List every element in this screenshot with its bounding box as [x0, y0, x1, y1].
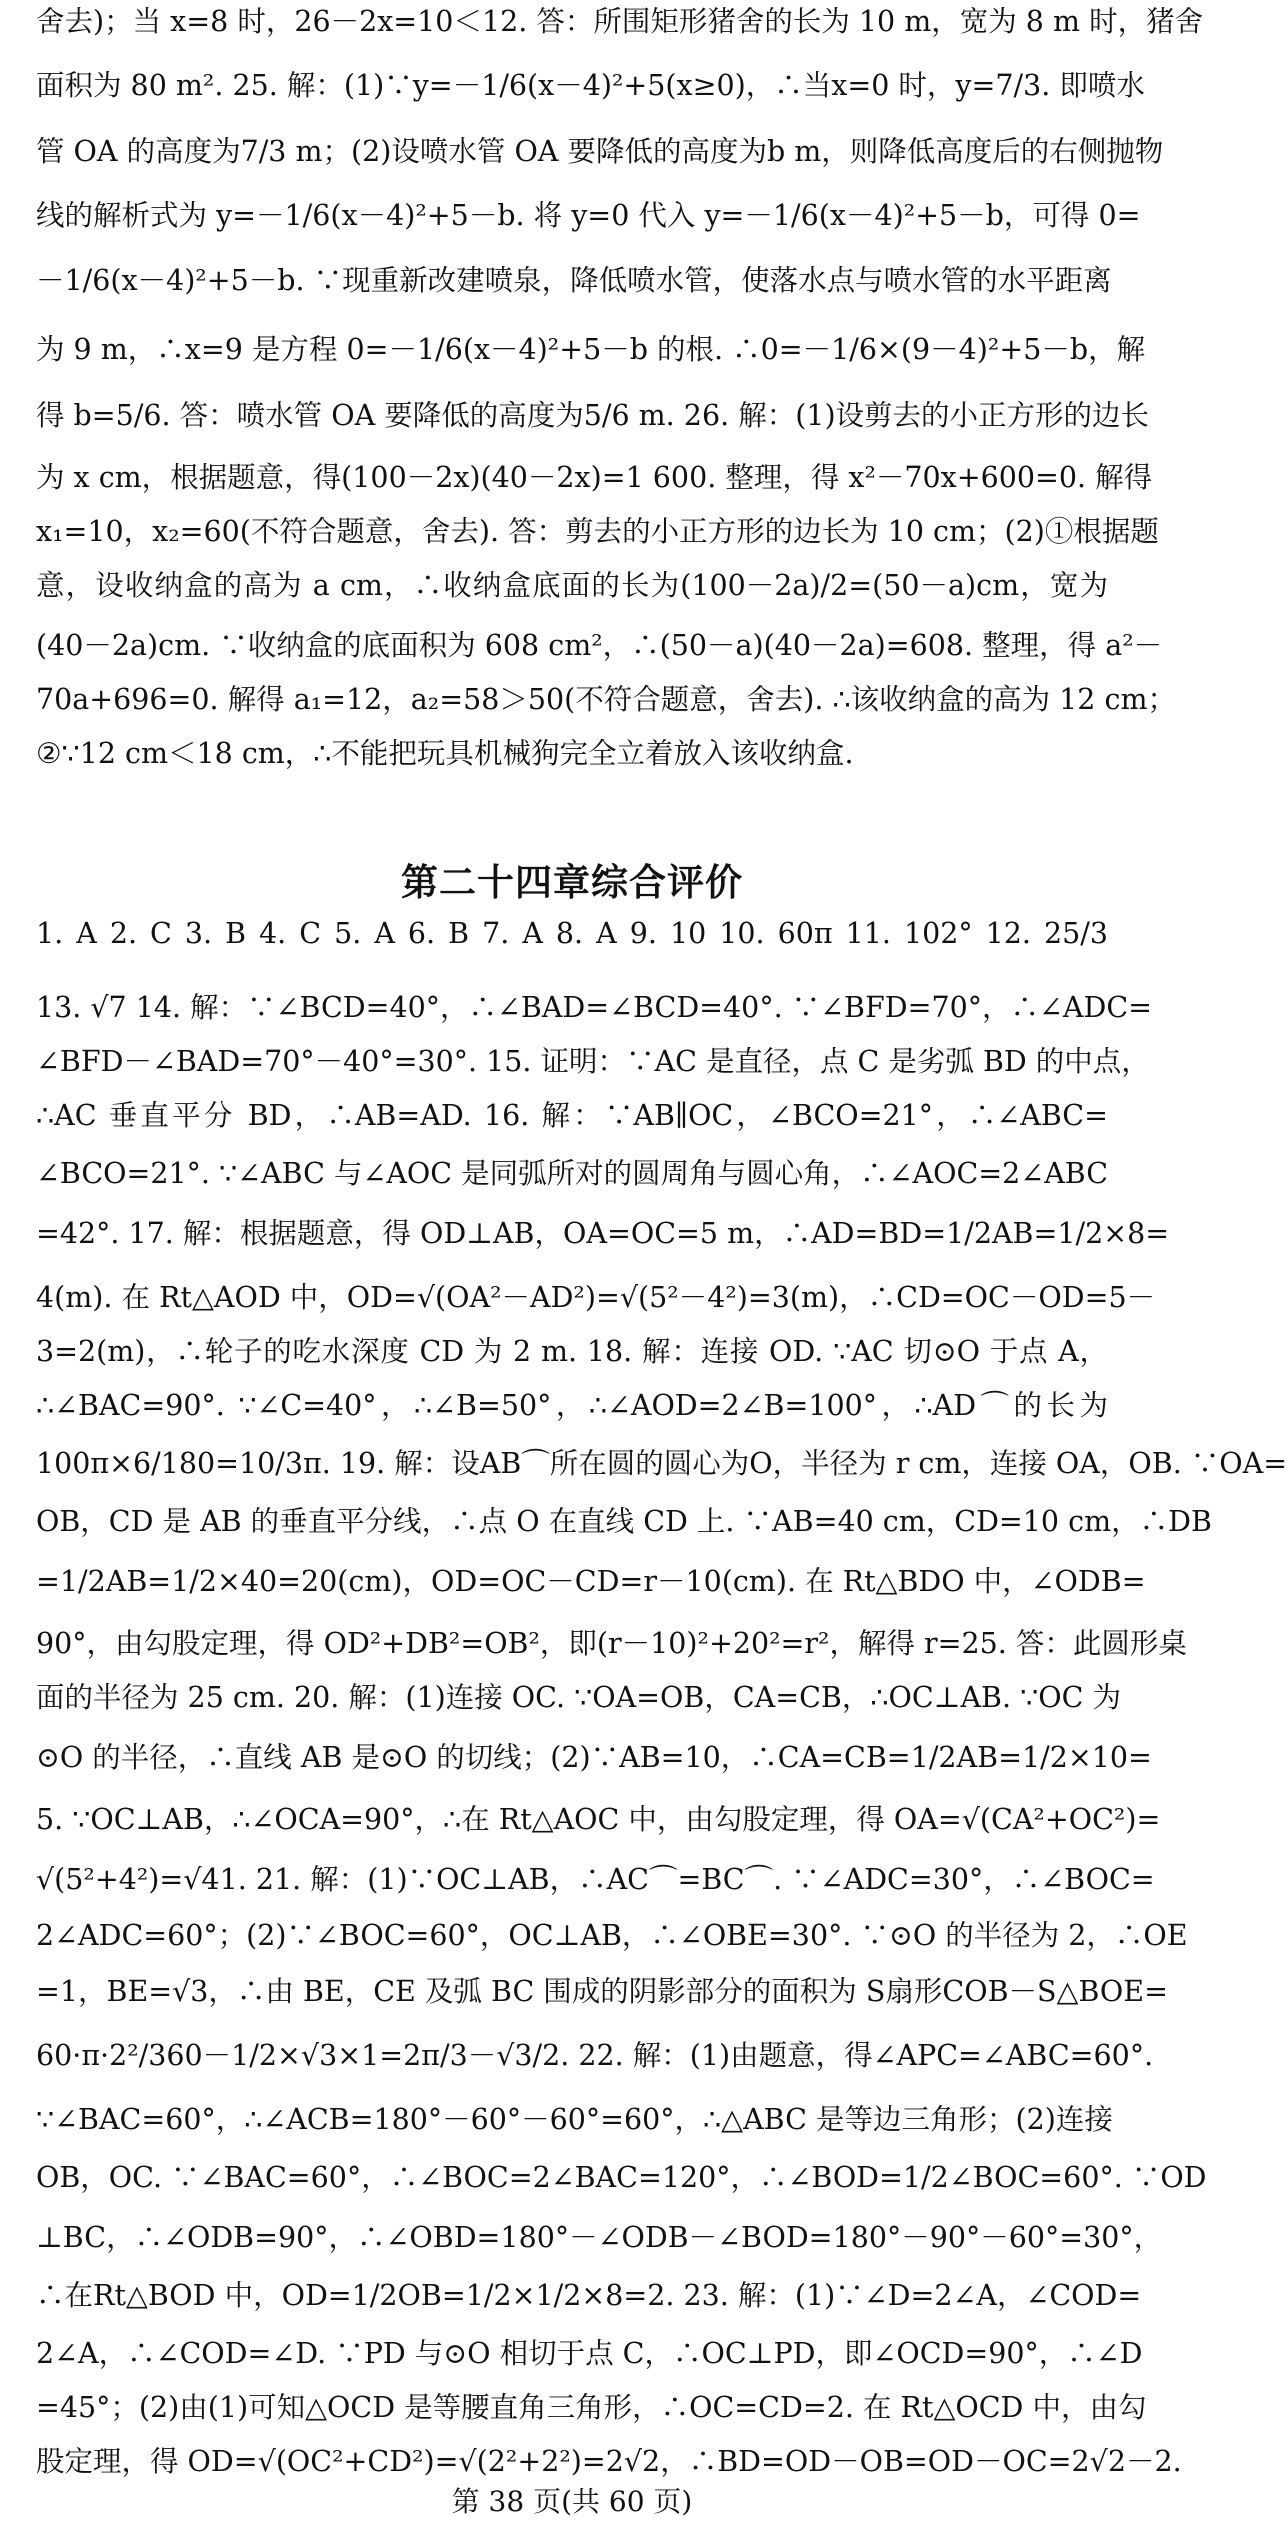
text-line: ∴在Rt△BOD 中，OD=1/2OB=1/2×1/2×8=2. 23. 解：(1)∵∠D=2∠A，∠COD= [36, 2279, 1142, 2312]
text-line: ②∵12 cm＜18 cm，∴不能把玩具机械狗完全立着放入该收纳盒. [36, 737, 854, 770]
text-line: ∠BFD－∠BAD=70°－40°=30°. 15. 证明：∵AC 是直径，点 C 是劣弧 BD 的中点， [36, 1045, 1150, 1078]
text-line: 70a+696=0. 解得 a₁=12，a₂=58＞50(不符合题意，舍去). ∴该收纳盒的高为 12 cm； [36, 683, 1176, 716]
text-line: 得 b=5/6. 答：喷水管 OA 要降低的高度为5/6 m. 26. 解：(1)设剪去的小正方形的边长 [36, 399, 1150, 432]
text-line: 2∠A，∴∠COD=∠D. ∵PD 与⊙O 相切于点 C，∴OC⊥PD，即∠OCD=90°，∴∠D [36, 2337, 1143, 2370]
text-line: 舍去)；当 x=8 时，26－2x=10＜12. 答：所围矩形猪舍的长为 10 m，宽为 8 m 时，猪舍 [36, 5, 1204, 38]
text-line: =45°；(2)由(1)可知△OCD 是等腰直角三角形，∴OC=CD=2. 在 Rt△OCD 中，由勾 [36, 2391, 1147, 2424]
text-line: 面的半径为 25 cm. 20. 解：(1)连接 OC. ∵OA=OB，CA=CB，∴OC⊥AB. ∵OC 为 [36, 1681, 1121, 1714]
text-line: 意，设收纳盒的高为 a cm，∴收纳盒底面的长为(100－2a)/2=(50－a)cm，宽为 [36, 569, 1108, 602]
text-line: 为 x cm，根据题意，得(100－2x)(40－2x)=1 600. 整理，得 x²－70x+600=0. 解得 [36, 461, 1153, 494]
text-line: √(5²+4²)=√41. 21. 解：(1)∵OC⊥AB，∴AC⌒=BC⌒. ∵∠ADC=30°，∴∠BOC= [36, 1863, 1155, 1896]
text-line: OB，OC. ∵∠BAC=60°，∴∠BOC=2∠BAC=120°，∴∠BOD=1/2∠BOC=60°. ∵OD [36, 2161, 1207, 2194]
text-line: x₁=10，x₂=60(不符合题意，舍去). 答：剪去的小正方形的边长为 10 cm；(2)①根据题 [36, 515, 1159, 548]
text-line: 1. A 2. C 3. B 4. C 5. A 6. B 7. A 8. A 9. 10 10. 60π 11. 102° 12. 25/3 [36, 917, 1108, 950]
text-line: 2∠ADC=60°；(2)∵∠BOC=60°，OC⊥AB，∴∠OBE=30°. ∵⊙O 的半径为 2，∴OE [36, 1919, 1188, 1952]
text-line: ∵∠BAC=60°，∴∠ACB=180°－60°－60°=60°，∴△ABC 是等边三角形；(2)连接 [36, 2103, 1113, 2136]
text-line: ∴∠BAC=90°. ∵∠C=40°，∴∠B=50°，∴∠AOD=2∠B=100°，∴AD⌒的长为 [36, 1389, 1108, 1422]
text-line: 4(m). 在 Rt△AOD 中，OD=√(OA²－AD²)=√(5²－4²)=3(m)，∴CD=OC－OD=5－ [36, 1281, 1156, 1314]
text-line: OB，CD 是 AB 的垂直平分线，∴点 O 在直线 CD 上. ∵AB=40 cm，CD=10 cm，∴DB [36, 1505, 1212, 1538]
text-line: 100π×6/180=10/3π. 19. 解：设AB⌒所在圆的圆心为O，半径为 r cm，连接 OA，OB. ∵OA= [36, 1447, 1287, 1480]
text-line: 为 9 m，∴x=9 是方程 0=－1/6(x－4)²+5－b 的根. ∴0=－1/6×(9－4)²+5－b，解 [36, 333, 1146, 366]
chapter-title: 第二十四章综合评价 [401, 861, 743, 904]
text-line: ⊙O 的半径，∴直线 AB 是⊙O 的切线；(2)∵AB=10，∴CA=CB=1/2AB=1/2×10= [36, 1741, 1152, 1774]
text-line: =1，BE=√3，∴由 BE，CE 及弧 BC 围成的阴影部分的面积为 S扇形COB－S△BOE= [36, 1975, 1168, 2008]
text-line: 3=2(m)，∴轮子的吃水深度 CD 为 2 m. 18. 解：连接 OD. ∵AC 切⊙O 于点 A， [36, 1335, 1108, 1368]
text-line: =42°. 17. 解：根据题意，得 OD⊥AB，OA=OC=5 m，∴AD=BD=1/2AB=1/2×8= [36, 1217, 1170, 1250]
text-line: 60·π·2²/360－1/2×√3×1=2π/3－√3/2. 22. 解：(1)由题意，得∠APC=∠ABC=60°. [36, 2039, 1154, 2072]
text-line: －1/6(x－4)²+5－b. ∵现重新改建喷泉，降低喷水管，使落水点与喷水管的水平距离 [36, 264, 1112, 297]
text-line: 90°，由勾股定理，得 OD²+DB²=OB²，即(r－10)²+20²=r²，解得 r=25. 答：此圆形桌 [36, 1627, 1187, 1660]
text-line: 面积为 80 m². 25. 解：(1)∵y=－1/6(x－4)²+5(x≥0)，∴当x=0 时，y=7/3. 即喷水 [36, 69, 1145, 102]
text-line: 股定理，得 OD=√(OC²+CD²)=√(2²+2²)=2√2，∴BD=OD－OB=OD－OC=2√2－2. [36, 2445, 1182, 2478]
text-line: ∴AC 垂直平分 BD，∴AB=AD. 16. 解：∵AB∥OC，∠BCO=21°，∴∠ABC= [36, 1099, 1108, 1132]
page-number: 第 38 页(共 60 页) [451, 2485, 693, 2518]
text-line: 13. √7 14. 解：∵∠BCD=40°，∴∠BAD=∠BCD=40°. ∵∠BFD=70°，∴∠ADC= [36, 991, 1153, 1024]
text-line: 管 OA 的高度为7/3 m；(2)设喷水管 OA 要降低的高度为b m，则降低高度后的右侧抛物 [36, 135, 1164, 168]
text-line: ∠BCO=21°. ∵∠ABC 与∠AOC 是同弧所对的圆周角与圆心角，∴∠AOC=2∠ABC [36, 1157, 1109, 1190]
text-line: 5. ∵OC⊥AB，∴∠OCA=90°，∴在 Rt△AOC 中，由勾股定理，得 OA=√(CA²+OC²)= [36, 1803, 1161, 1836]
text-line: ⊥BC，∴∠ODB=90°，∴∠OBD=180°－∠ODB－∠BOD=180°－90°－60°=30°， [36, 2221, 1163, 2254]
text-line: =1/2AB=1/2×40=20(cm)，OD=OC－CD=r－10(cm). 在 Rt△BDO 中，∠ODB= [36, 1565, 1146, 1598]
text-line: 线的解析式为 y=－1/6(x－4)²+5－b. 将 y=0 代入 y=－1/6(x－4)²+5－b，可得 0= [36, 199, 1141, 232]
text-line: (40－2a)cm. ∵收纳盒的底面积为 608 cm²，∴(50－a)(40－2a)=608. 整理，得 a²－ [36, 629, 1163, 662]
